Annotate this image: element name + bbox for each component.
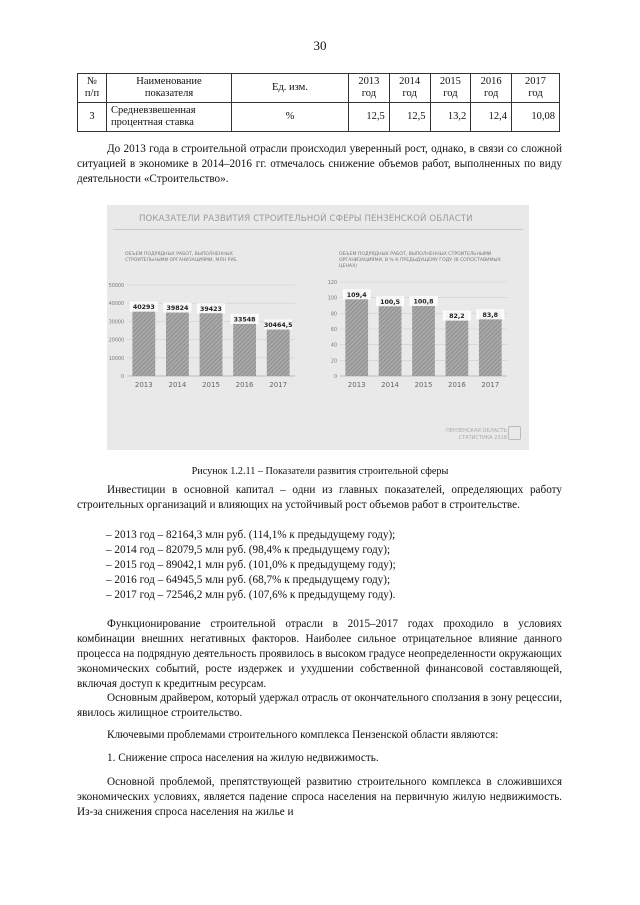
chart2-category-label: 2017 <box>481 381 500 389</box>
header-name <box>107 74 232 103</box>
chart1-ytick-label: 0 <box>120 375 124 380</box>
figure-charts-svg <box>107 205 529 450</box>
chart1-bar <box>200 304 223 376</box>
chart1-category-label: 2014 <box>168 381 187 389</box>
list-item: – 2016 год – 64945,5 млн руб. (68,7% к предыдущему году); <box>106 574 391 586</box>
header-year-2013 <box>349 74 390 103</box>
chart1-ytick-label: 20000 <box>108 338 124 344</box>
list-item: – 2015 год – 89042,1 млн руб. (101,0% к предыдущему году); <box>106 559 396 571</box>
chart2-category-label: 2015 <box>414 381 433 389</box>
chart2-ytick-label: 20 <box>330 359 337 365</box>
chart1-ytick-label: 30000 <box>108 320 124 326</box>
header-unit: Ед. изм. <box>232 74 349 103</box>
chart2-ytick-label: 100 <box>327 296 337 302</box>
chart1-category-label: 2013 <box>134 381 153 389</box>
header-num-line2: п/п <box>84 88 100 99</box>
year-label: 2014 <box>399 76 421 87</box>
table-header-row <box>78 74 560 103</box>
chart2-ytick-label: 60 <box>330 328 337 333</box>
year-suffix: год <box>443 88 458 99</box>
paragraph-negative-factors: Функционирование строительной отрасли в 2015–2017 годах проходило в условиях комбинации внешних негативных факторов. Наиболее сильное отрицательное влияние данного процесса на подрядную деятельность проявилось в высоком градусе неопределенности окружающих экономических событий, росте издержек и ухудшении собственной финансовой составляющей, включая доступ к кредитным ресурсам. <box>77 618 562 690</box>
indicator-table <box>77 73 560 132</box>
figure-title: ПОКАЗАТЕЛИ РАЗВИТИЯ СТРОИТЕЛЬНОЙ СФЕРЫ ПЕНЗЕНСКОЙ ОБЛАСТИ <box>139 214 473 224</box>
row-name-line1: Средневзвешенная <box>111 105 196 116</box>
row-num: 3 <box>78 103 107 132</box>
chart1-title: ОБЪЕМ ПОДРЯДНЫХ РАБОТ, ВЫПОЛНЕННЫХ СТРОИТЕЛЬНЫМИ ОРГАНИЗАЦИЯМИ, МЛН РУБ. <box>125 252 238 263</box>
chart2-value-label: 100,8 <box>413 298 434 306</box>
chart2-bar <box>479 310 502 376</box>
header-year-2015 <box>430 74 471 103</box>
chart2-category-label: 2016 <box>447 381 466 389</box>
row-value-2014: 12,5 <box>389 103 430 132</box>
chart1-value-label: 40293 <box>132 304 155 312</box>
row-value-2017: 10,08 <box>512 103 560 132</box>
header-year-2017 <box>512 74 560 103</box>
list-item: – 2013 год – 82164,3 млн руб. (114,1% к предыдущему году); <box>106 529 396 541</box>
header-year-2014 <box>389 74 430 103</box>
year-suffix: год <box>528 88 543 99</box>
chart2-bar <box>345 290 368 376</box>
paragraph-main-problem: Основной проблемой, препятствующей развитию строительного комплекса в сложившихся экономических условиях, является падение спроса населения на первичную жилую недвижимость. Из-за снижения спроса населения на жилье и <box>77 776 562 818</box>
coat-of-arms-icon <box>508 426 521 440</box>
row-name <box>107 103 232 132</box>
figure-logo-text <box>446 428 507 442</box>
chart2-category-label: 2013 <box>347 381 366 389</box>
header-num-line1: № <box>86 76 98 87</box>
chart1-ytick-label: 10000 <box>108 356 124 362</box>
chart1-ytick-label: 50000 <box>108 284 124 289</box>
chart1-bar <box>233 315 256 376</box>
chart2-ytick-label: 120 <box>327 281 337 286</box>
row-value-2016: 12,4 <box>471 103 512 132</box>
chart1-value-label: 30464,5 <box>263 322 293 330</box>
chart1-construction-volume <box>109 283 295 389</box>
chart1-ytick-label: 40000 <box>108 302 124 308</box>
page-number: 30 <box>313 38 327 53</box>
chart1-category-label: 2015 <box>202 381 220 389</box>
table-row <box>78 103 560 132</box>
chart1-bar <box>166 304 189 376</box>
paragraph-construction-growth: До 2013 года в строительной отрасли происходил уверенный рост, однако, в связи со сложной ситуацией в экономике в 2014–2016 гг. отмечалось снижение объемов работ, выполненных по виду деятельности «Строительство». <box>77 143 562 185</box>
year-label: 2013 <box>358 76 380 87</box>
logo-line1: ПЕНЗЕНСКАЯ ОБЛАСТЬ <box>446 428 507 434</box>
chart1-value-label: 39824 <box>166 305 189 313</box>
chart2-value-label: 83,8 <box>482 311 499 319</box>
chart1-category-label: 2017 <box>269 381 288 389</box>
list-item: – 2014 год – 82079,5 млн руб. (98,4% к предыдущему году); <box>106 544 391 556</box>
year-suffix: год <box>483 88 499 99</box>
chart1-value-label: 39423 <box>200 305 222 313</box>
paragraph-housing-driver: Основным драйвером, который удержал отрасль от окончательного сползания в зону рецессии, явилось жилищное строительство. <box>77 692 562 719</box>
logo-line2: СТАТИСТИКА 2018 <box>458 435 507 441</box>
chart2-category-label: 2014 <box>381 381 400 389</box>
chart1-value-label: 33548 <box>233 316 256 324</box>
list-item: – 2017 год – 72546,2 млн руб. (107,6% к предыдущему году). <box>106 589 396 601</box>
header-name-line2: показателя <box>144 88 194 99</box>
chart2-ytick-label: 80 <box>330 312 337 318</box>
paragraph-key-problems: Ключевыми проблемами строительного комплекса Пензенской области являются: <box>107 729 499 741</box>
row-name-line2: процентная ставка <box>111 117 194 128</box>
paragraph-investments: Инвестиции в основной капитал – одни из главных показателей, определяющих работу строительных организаций и влияющих на устойчивый рост объемов работ в строительстве. <box>77 484 562 511</box>
header-year-2016 <box>471 74 512 103</box>
year-label: 2016 <box>480 76 502 87</box>
figure-construction-indicators <box>107 205 529 450</box>
year-label: 2015 <box>439 76 461 87</box>
header-name-line1: Наименование <box>136 76 202 87</box>
chart2-value-label: 100,5 <box>380 298 401 306</box>
chart1-category-label: 2016 <box>235 381 254 389</box>
chart2-bar <box>446 312 469 376</box>
row-value-2015: 13,2 <box>430 103 471 132</box>
figure-caption: Рисунок 1.2.11 – Показатели развития строительной сферы <box>191 466 449 477</box>
year-label: 2017 <box>525 76 546 87</box>
paragraph-problem-1: 1. Снижение спроса населения на жилую недвижимость. <box>107 752 379 764</box>
chart2-value-label: 82,2 <box>449 313 465 321</box>
chart2-title: ОБЪЕМ ПОДРЯДНЫХ РАБОТ, ВЫПОЛНЕННЫХ СТРОИТЕЛЬНЫМИ ОРГАНИЗАЦИЯМИ, В % К ПРЕДЫДУЩЕМУ ГОДУ (В СОПОСТАВИМЫХ ЦЕНАХ) <box>339 252 501 269</box>
year-suffix: год <box>402 88 417 99</box>
chart2-bar <box>379 297 402 376</box>
chart2-ytick-label: 0 <box>333 375 337 380</box>
header-num <box>78 74 107 103</box>
chart1-bar <box>132 303 155 376</box>
row-value-2013: 12,5 <box>349 103 390 132</box>
chart2-construction-index <box>328 280 507 389</box>
chart2-bar <box>412 297 435 376</box>
chart2-ytick-label: 40 <box>330 343 337 349</box>
chart2-value-label: 109,4 <box>346 291 367 299</box>
row-unit: % <box>232 103 349 132</box>
year-suffix: год <box>361 88 377 99</box>
